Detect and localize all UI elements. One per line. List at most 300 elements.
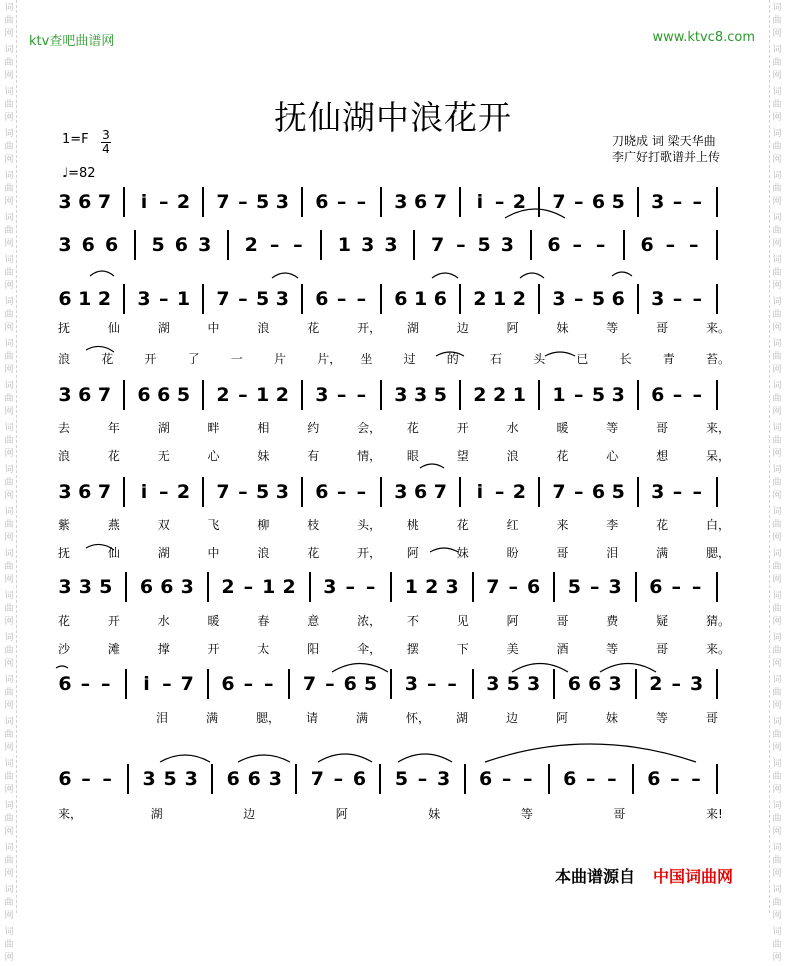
note: – <box>522 768 533 790</box>
note: 6 <box>58 288 72 310</box>
lyric-syllable: 泪 <box>156 711 169 725</box>
note: i <box>140 481 148 503</box>
credits <box>612 133 720 165</box>
note: – <box>264 673 274 695</box>
lyric-syllable: 青 <box>662 352 675 366</box>
lyric-syllable: 春 <box>257 614 270 628</box>
barline <box>716 187 718 217</box>
note: – <box>427 673 437 695</box>
note: 1 <box>552 384 566 406</box>
lyric-syllable: 头， <box>357 518 382 532</box>
barline <box>123 284 125 314</box>
note: 6 <box>611 288 625 310</box>
note: 6 <box>651 384 665 406</box>
note: 6 <box>414 191 428 213</box>
lyric-syllable: 仙 <box>107 321 120 335</box>
note: 6 <box>527 576 541 598</box>
note: 1 <box>337 234 352 256</box>
note: 7 <box>216 288 230 310</box>
barline <box>538 284 540 314</box>
note: – <box>102 768 112 790</box>
lyric-syllable: 哥 <box>556 546 569 560</box>
note: 6 <box>78 481 92 503</box>
note: 5 <box>99 576 113 598</box>
barline <box>623 230 625 260</box>
lyric-syllable: 沙 <box>58 642 71 656</box>
lyric-syllable: 边 <box>243 807 256 821</box>
note: 5 <box>176 384 191 406</box>
slur <box>56 666 68 668</box>
note: 6 <box>343 673 357 695</box>
score-line1 <box>0 190 786 214</box>
barline <box>123 187 125 217</box>
lyric-syllable: 边 <box>506 711 519 725</box>
lyric-syllable: 已 <box>576 352 589 366</box>
note: 6 <box>221 673 235 695</box>
note: – <box>671 673 681 695</box>
lyric-syllable: 中 <box>207 546 220 560</box>
barline <box>123 477 125 507</box>
note: – <box>336 191 347 213</box>
lyric-syllable: 腮， <box>256 711 281 725</box>
lyric-syllable: 等 <box>656 711 669 725</box>
note: 7 <box>310 768 324 790</box>
barline <box>125 669 127 699</box>
lyric-syllable: 来， <box>706 421 731 435</box>
note: 5 <box>163 768 177 790</box>
note: – <box>356 481 367 503</box>
barline <box>459 380 461 410</box>
lyric-syllable: 妹 <box>556 321 569 335</box>
barline <box>301 284 303 314</box>
lyric-syllable: 等 <box>606 421 619 435</box>
note: 2 <box>176 191 191 213</box>
lyric-syllable: 会， <box>357 421 382 435</box>
barline <box>459 284 461 314</box>
slur <box>512 664 568 673</box>
lyric-syllable: 暖 <box>556 421 569 435</box>
note: 3 <box>500 234 515 256</box>
note: 3 <box>394 384 408 406</box>
note: i <box>143 673 150 695</box>
note: – <box>356 384 367 406</box>
note: 6 <box>58 768 72 790</box>
watermark-strip-left: 词 曲 网 词 曲 网 词 曲 网 词 曲 网 词 曲 网 词 曲 网 词 曲 网 词 曲 网 词 曲 网 词 曲 网 词 曲 网 词 曲 网 词 曲 网 词 曲 网 词 曲 网 词 曲 网 词 曲 网 词 曲 网 词 曲 网 词 曲 网 词 曲 网 词 曲 网 词 曲 网 <box>2 0 17 913</box>
note: 6 <box>547 234 561 256</box>
lyric-syllable: 开 <box>144 352 157 366</box>
lyric-syllable: 费 <box>606 614 619 628</box>
note: 7 <box>552 481 566 503</box>
song-title: 抚仙湖中浪花开 <box>274 98 512 137</box>
note: 3 <box>608 576 622 598</box>
note: 5 <box>611 191 625 213</box>
lyric-syllable: 仙 <box>107 546 120 560</box>
lyric-syllable: 的 <box>446 352 459 366</box>
lyric-syllable: 眼 <box>406 449 419 463</box>
note: 5 <box>394 768 409 790</box>
barline <box>553 572 555 602</box>
lyric-syllable: 猜。 <box>706 614 731 628</box>
note: 1 <box>512 384 527 406</box>
note: 6 <box>649 576 663 598</box>
note: – <box>691 768 701 790</box>
barline <box>635 572 637 602</box>
lyric-syllable: 哥 <box>656 642 669 656</box>
lyric-syllable: 来， <box>58 807 83 821</box>
note: – <box>590 576 600 598</box>
lyric-syllable: 抚 <box>58 546 71 560</box>
lyric-syllable: 浓， <box>357 614 382 628</box>
lyric-syllable: 满 <box>356 711 369 725</box>
note: 2 <box>176 481 191 503</box>
note: 7 <box>216 481 230 503</box>
lyric-syllable: 来 <box>556 518 569 532</box>
lyric-syllable: 开 <box>456 421 469 435</box>
note: 2 <box>275 384 289 406</box>
lyric-syllable: 怀， <box>406 711 431 725</box>
lyric-syllable: 桃 <box>406 518 419 532</box>
score-line3 <box>0 287 786 311</box>
note: – <box>293 234 303 256</box>
lyric-syllable: 湖 <box>157 546 170 560</box>
credit-line: 刀晓成 词 梁天华曲 <box>612 134 716 148</box>
barline <box>716 284 718 314</box>
lyric-syllable: 妹 <box>428 807 441 821</box>
score-line7 <box>0 672 786 696</box>
note: – <box>494 191 505 213</box>
barline <box>380 477 382 507</box>
lyric-syllable: 花 <box>307 546 320 560</box>
note: – <box>345 576 355 598</box>
note: – <box>162 673 172 695</box>
slur <box>545 352 575 356</box>
note: – <box>365 576 376 598</box>
note: 6 <box>647 768 661 790</box>
slur <box>612 272 632 276</box>
lyric-syllable: 了 <box>187 352 200 366</box>
slur <box>160 755 210 762</box>
note: 2 <box>425 576 439 598</box>
barline <box>538 380 540 410</box>
lyric-syllable: 心 <box>606 449 619 463</box>
note: 1 <box>176 288 191 310</box>
site-name: ktv查吧曲谱网 <box>29 34 115 49</box>
slur <box>238 755 290 762</box>
note: 5 <box>591 384 606 406</box>
note: 3 <box>527 673 541 695</box>
lyric-syllable: 阿 <box>506 614 519 628</box>
note: 2 <box>282 576 296 598</box>
barline <box>127 764 129 794</box>
note: 7 <box>216 191 230 213</box>
lyric-syllable: 双 <box>157 518 170 532</box>
slur <box>520 273 544 278</box>
note: 3 <box>651 481 665 503</box>
note: – <box>159 191 169 213</box>
time-signature <box>101 129 111 156</box>
slur <box>420 464 444 468</box>
barline <box>288 669 290 699</box>
note: 3 <box>78 576 92 598</box>
note: 1 <box>404 576 418 598</box>
lyric-syllable: 抚 <box>58 321 71 335</box>
note: 3 <box>394 191 408 213</box>
note: – <box>336 481 347 503</box>
note: – <box>238 191 248 213</box>
note: – <box>333 768 344 790</box>
note: 3 <box>651 191 665 213</box>
note: 6 <box>139 576 154 598</box>
note: – <box>573 481 584 503</box>
lyric-syllable: 哥 <box>613 807 626 821</box>
lyric-syllable: 无 <box>157 449 170 463</box>
note: – <box>672 191 683 213</box>
note: – <box>691 576 702 598</box>
note: 3 <box>315 384 329 406</box>
barline <box>207 572 209 602</box>
lyric-syllable: 撑 <box>157 642 170 656</box>
barline <box>716 572 718 602</box>
lyric-syllable: 燕 <box>107 518 120 532</box>
note: 6 <box>588 673 602 695</box>
note: 3 <box>58 576 72 598</box>
lyric-syllable: 水 <box>157 614 170 628</box>
note: 6 <box>315 288 329 310</box>
barline <box>635 669 637 699</box>
lyric-syllable: 边 <box>456 321 469 335</box>
barline <box>301 187 303 217</box>
note: 7 <box>552 191 566 213</box>
key-label: 1=F <box>62 132 89 147</box>
note: 7 <box>97 384 112 406</box>
lyric-syllable: 摆 <box>406 642 419 656</box>
lyric-syllable: 妹 <box>606 711 619 725</box>
lyric-syllable: 满 <box>656 546 669 560</box>
note: 2 <box>493 384 507 406</box>
source-label: 本曲谱源自 <box>555 867 636 886</box>
note: 3 <box>275 481 289 503</box>
lyric-syllable: 下 <box>456 642 469 656</box>
note: 6 <box>137 384 151 406</box>
note: 3 <box>58 384 72 406</box>
barline <box>716 669 718 699</box>
barline <box>637 477 639 507</box>
note: 3 <box>552 288 566 310</box>
note: 1 <box>78 288 92 310</box>
lyric-syllable: 来。 <box>706 642 731 656</box>
watermark-strip-right: 词 曲 网 词 曲 网 词 曲 网 词 曲 网 词 曲 网 词 曲 网 词 曲 网 词 曲 网 词 曲 网 词 曲 网 词 曲 网 词 曲 网 词 曲 网 词 曲 网 词 曲 网 词 曲 网 词 曲 网 词 曲 网 词 曲 网 词 曲 网 词 曲 网 词 曲 网 词 曲 网 <box>769 0 784 913</box>
note: – <box>688 234 699 256</box>
lyric-syllable: 花 <box>556 449 569 463</box>
lyric-syllable: 滩 <box>107 642 120 656</box>
barline <box>413 230 415 260</box>
barline <box>632 764 634 794</box>
note: 3 <box>414 384 428 406</box>
note: 5 <box>255 288 270 310</box>
note: – <box>573 384 584 406</box>
barline <box>202 477 204 507</box>
barline <box>716 477 718 507</box>
lyric-syllable: 阿 <box>556 711 569 725</box>
note: – <box>243 576 254 598</box>
note: – <box>607 768 617 790</box>
note: 6 <box>479 768 493 790</box>
barline <box>464 764 466 794</box>
note: 6 <box>157 384 171 406</box>
lyric-syllable: 来! <box>706 807 723 821</box>
note: – <box>238 481 248 503</box>
key-signature <box>62 128 110 156</box>
note: 2 <box>473 384 487 406</box>
barline <box>637 284 639 314</box>
note: – <box>692 384 702 406</box>
lyric-syllable: 紫 <box>58 518 71 532</box>
barline <box>390 572 392 602</box>
note: – <box>243 673 254 695</box>
lyric-syllable: 有 <box>307 449 320 463</box>
lyric-syllable: 湖 <box>157 321 170 335</box>
lyric-syllable: 妹 <box>456 546 469 560</box>
note: 6 <box>58 673 72 695</box>
note: 1 <box>414 288 428 310</box>
lyric-syllable: 花 <box>58 614 71 628</box>
barline <box>125 572 127 602</box>
note: 5 <box>255 481 270 503</box>
note: 6 <box>226 768 240 790</box>
slur <box>430 548 458 552</box>
barline <box>295 764 297 794</box>
note: – <box>494 481 505 503</box>
barline <box>459 187 461 217</box>
lyric-syllable: 一 <box>230 352 243 366</box>
score-line5 <box>0 480 786 504</box>
lyric-syllable: 等 <box>606 321 619 335</box>
lyric-syllable: 花 <box>101 352 114 366</box>
note: 3 <box>268 768 282 790</box>
slur <box>272 273 298 278</box>
note: 7 <box>433 191 447 213</box>
note: 5 <box>433 384 447 406</box>
lyric-syllable: 去 <box>58 421 71 435</box>
note: 3 <box>384 234 398 256</box>
note: – <box>692 481 702 503</box>
barline <box>637 187 639 217</box>
note: 5 <box>506 673 520 695</box>
barline <box>553 669 555 699</box>
note: – <box>692 191 702 213</box>
lyric-syllable: 酒 <box>556 642 569 656</box>
note: 1 <box>262 576 276 598</box>
lyric-syllable: 暖 <box>207 614 220 628</box>
note: 6 <box>352 768 367 790</box>
note: 6 <box>563 768 577 790</box>
note: 6 <box>591 481 606 503</box>
note: – <box>447 673 457 695</box>
note: – <box>325 673 335 695</box>
note: 7 <box>302 673 317 695</box>
note: 3 <box>198 234 212 256</box>
note: – <box>671 576 681 598</box>
note: 5 <box>611 481 625 503</box>
lyric-syllable: 长 <box>619 352 632 366</box>
score-line8 <box>0 767 786 791</box>
barline <box>320 230 322 260</box>
lyric-syllable: 枝 <box>307 518 320 532</box>
note: – <box>356 288 367 310</box>
slur <box>600 664 656 673</box>
source-site[interactable]: 中国词曲网 <box>653 867 734 886</box>
note: i <box>476 191 484 213</box>
note: – <box>80 673 91 695</box>
note: 6 <box>78 384 92 406</box>
site-url[interactable]: www.ktvc8.com <box>652 30 755 45</box>
lyric-syllable: 望 <box>456 449 469 463</box>
time-signature-bottom: 4 <box>102 142 110 156</box>
score-line4 <box>0 383 786 407</box>
note: 6 <box>315 481 329 503</box>
lyric-syllable: 阳 <box>307 642 320 656</box>
lyric-syllable: 开， <box>357 546 382 560</box>
barline <box>380 187 382 217</box>
lyric-syllable: 美 <box>506 642 519 656</box>
lyric-syllable: 李 <box>606 518 619 532</box>
lyric-syllable: 相 <box>257 421 270 435</box>
lyric-syllable: 水 <box>506 421 519 435</box>
lyric-syllable: 阿 <box>406 546 419 560</box>
note: 6 <box>567 673 581 695</box>
note: 7 <box>97 191 112 213</box>
lyric-syllable: 泪 <box>606 546 619 560</box>
note: 5 <box>255 191 270 213</box>
barline <box>380 284 382 314</box>
note: 6 <box>81 234 95 256</box>
note: – <box>692 288 702 310</box>
note: 3 <box>486 673 500 695</box>
note: – <box>159 481 169 503</box>
barline <box>716 764 718 794</box>
note: i <box>476 481 484 503</box>
barline <box>538 477 540 507</box>
lyric-syllable: 意 <box>307 614 320 628</box>
note: – <box>238 384 248 406</box>
lyric-syllable: 哥 <box>656 421 669 435</box>
note: 2 <box>649 673 663 695</box>
note: 1 <box>493 288 507 310</box>
score-line6 <box>0 575 786 599</box>
note: 6 <box>433 288 447 310</box>
lyric-syllable: 呆， <box>706 449 731 463</box>
note: 3 <box>275 191 289 213</box>
barline <box>207 669 209 699</box>
lyric-syllable: 花 <box>307 321 320 335</box>
note: 7 <box>433 481 447 503</box>
note: – <box>672 481 683 503</box>
note: 3 <box>651 288 665 310</box>
note: 3 <box>275 288 289 310</box>
note: 5 <box>477 234 491 256</box>
lyric-syllable: 想 <box>656 449 669 463</box>
note: 2 <box>97 288 112 310</box>
note: i <box>140 191 148 213</box>
barline <box>716 380 718 410</box>
lyric-syllable: 石 <box>490 352 503 366</box>
lyric-syllable: 头 <box>533 352 546 366</box>
barline <box>202 187 204 217</box>
note: 1 <box>255 384 270 406</box>
note: – <box>336 288 347 310</box>
note: – <box>159 288 169 310</box>
barline <box>637 380 639 410</box>
